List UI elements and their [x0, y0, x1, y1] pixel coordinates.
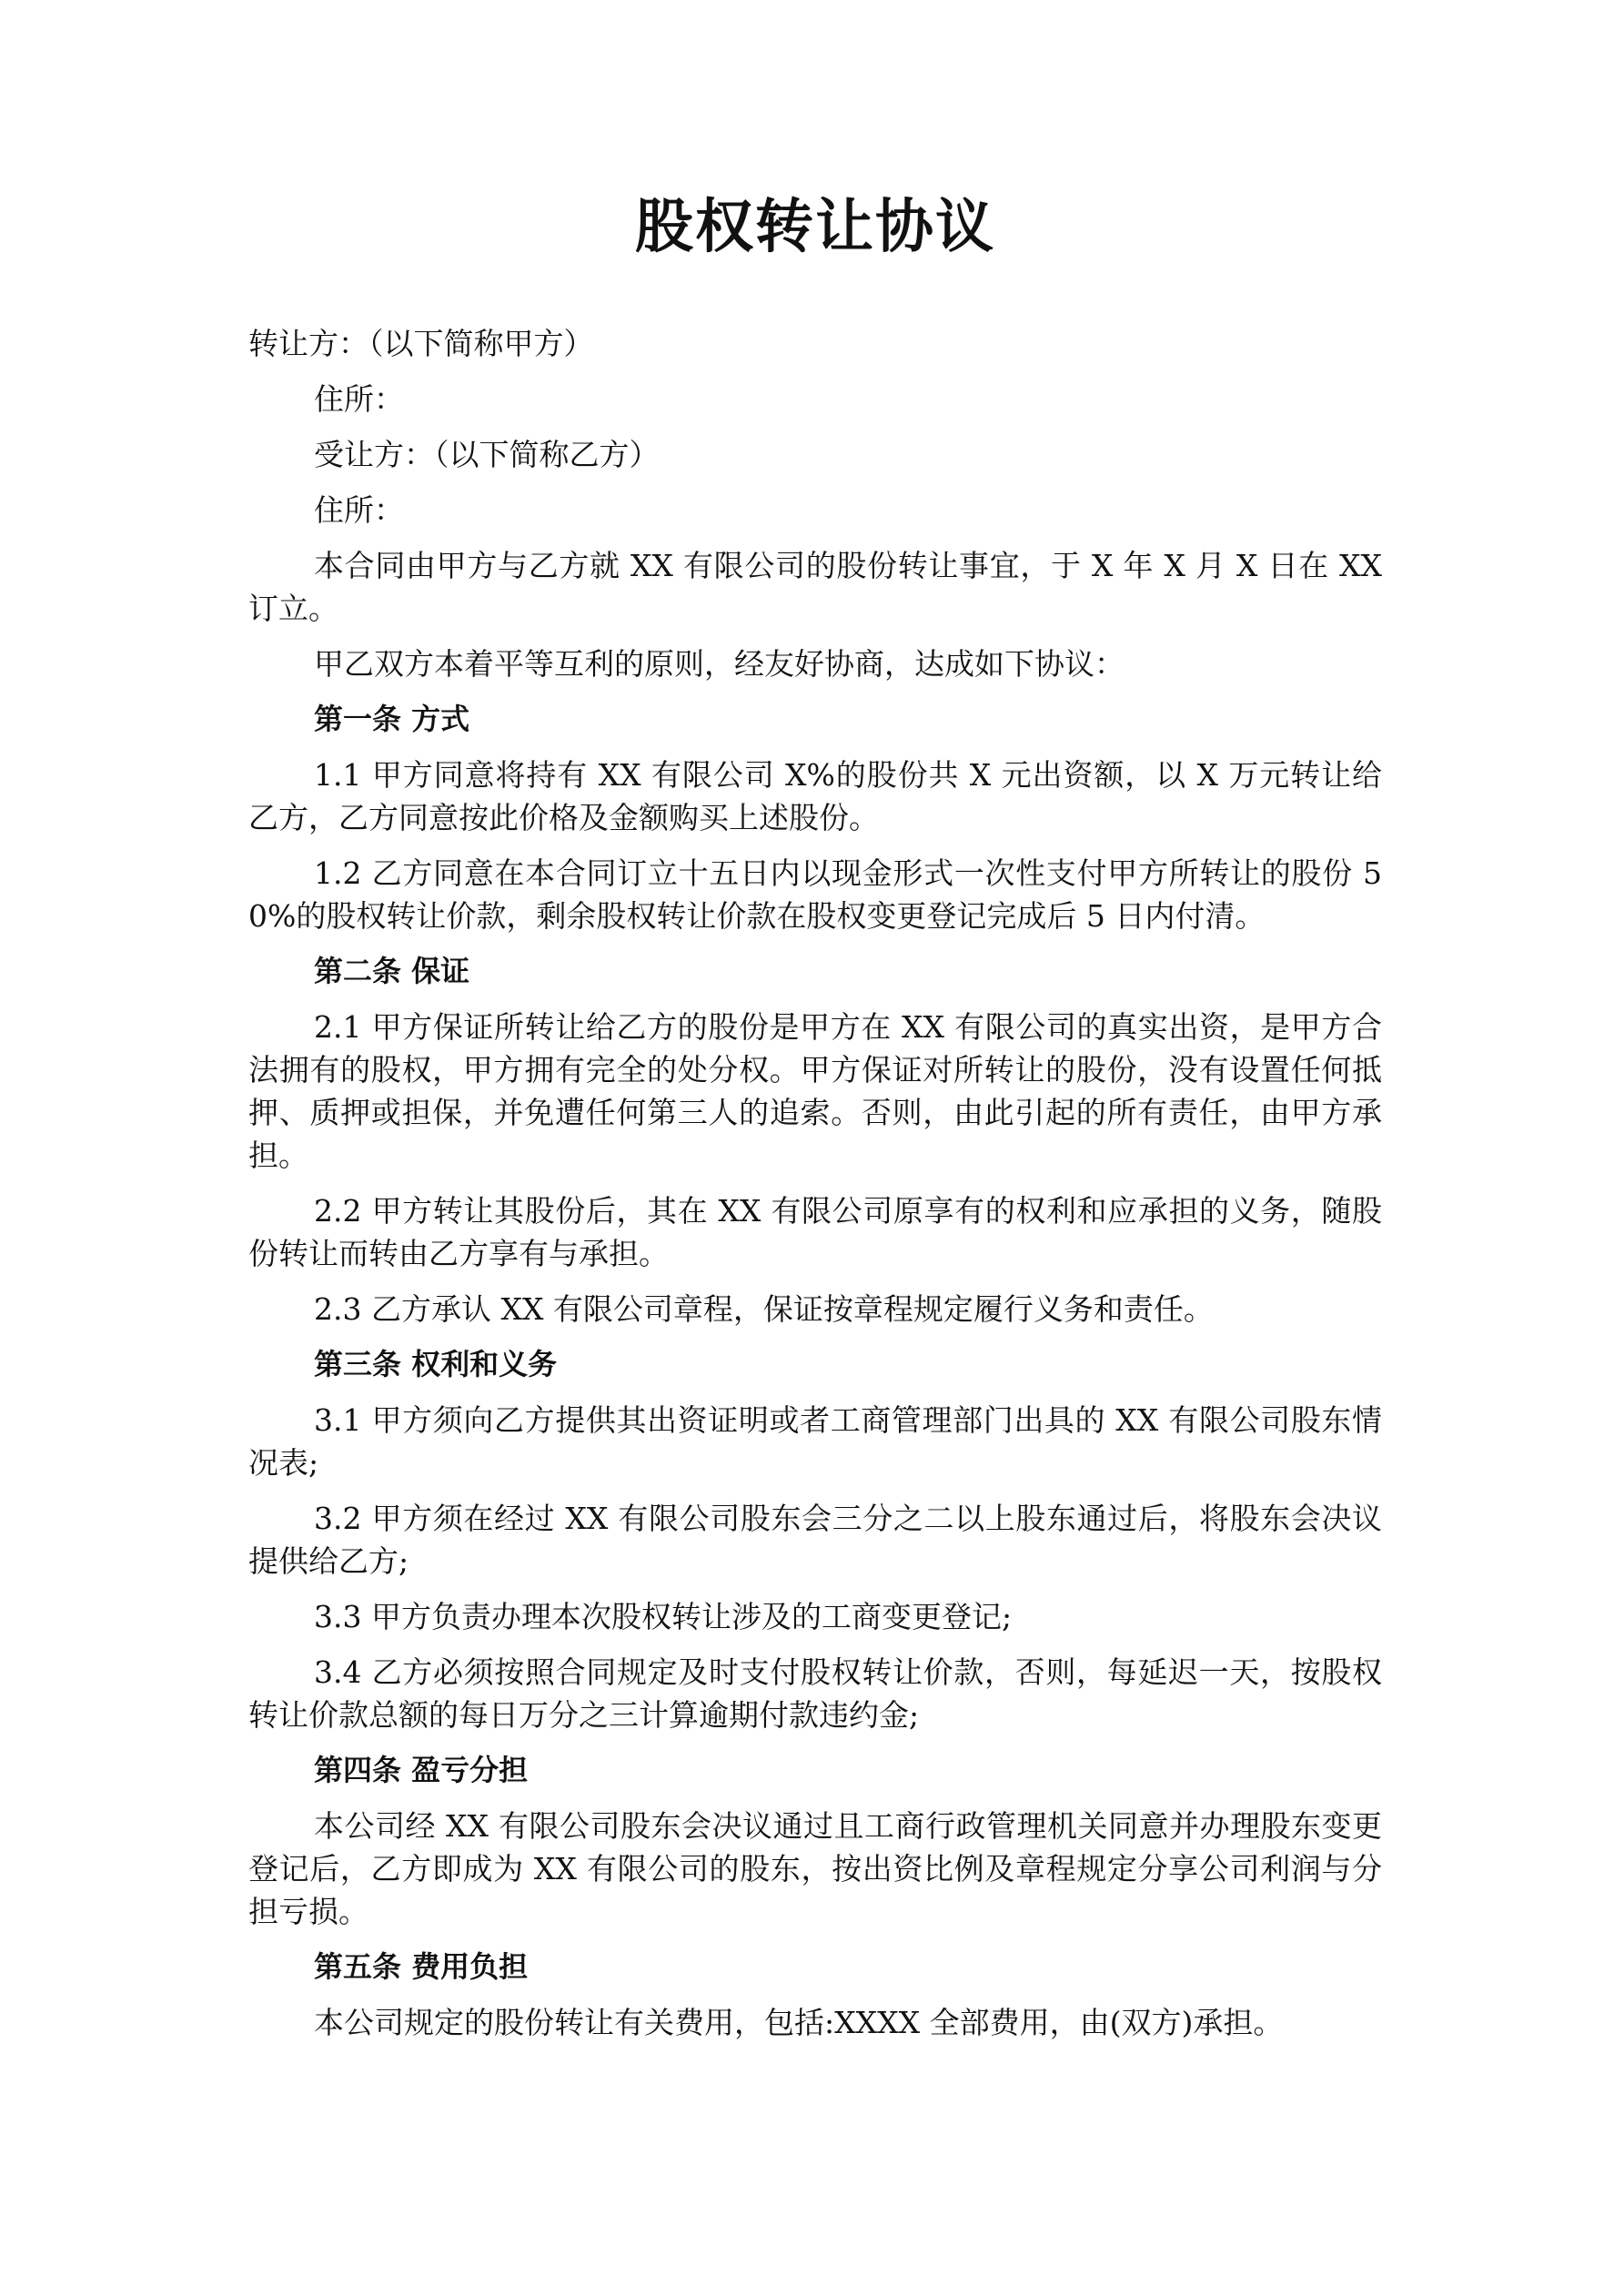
- transferee-line: 受让方：（以下简称乙方）: [314, 437, 660, 472]
- intro-paragraph: 甲乙双方本着平等互利的原则，经友好协商，达成如下协议：: [314, 646, 1125, 682]
- clause-paragraph: 3.2 甲方须在经过 XX 有限公司股东会三分之二以上股东通过后，将股东会决议提供给乙方;: [248, 1501, 1382, 1579]
- document-title: 股权转让协议: [635, 194, 995, 261]
- article-heading: 第五条 费用负担: [314, 1949, 529, 1984]
- clause-paragraph: 2.3 乙方承认 XX 有限公司章程，保证按章程规定履行义务和责任。: [314, 1291, 1214, 1327]
- transferor-address: 住所：: [314, 381, 404, 417]
- intro-paragraph: 本合同由甲方与乙方就 XX 有限公司的股份转让事宜，于 X 年 X 月 X 日在 XX 订立。: [248, 548, 1382, 626]
- article-heading: 第一条 方式: [314, 702, 470, 736]
- transferor-line: 转让方：（以下简称甲方）: [248, 326, 594, 361]
- article-heading: 第四条 盈亏分担: [314, 1753, 529, 1787]
- clause-paragraph: 本公司规定的股份转让有关费用，包括:XXXX 全部费用，由(双方)承担。: [314, 2005, 1284, 2040]
- clause-paragraph: 本公司经 XX 有限公司股东会决议通过且工商行政管理机关同意并办理股东变更登记后，乙方即成为 XX 有限公司的股东，按出资比例及章程规定分享公司利润与分担亏损。: [248, 1808, 1382, 1929]
- clause-paragraph: 3.3 甲方负责办理本次股权转让涉及的工商变更登记;: [314, 1599, 1013, 1634]
- article-heading: 第二条 保证: [314, 954, 470, 988]
- clause-paragraph: 2.2 甲方转让其股份后，其在 XX 有限公司原享有的权利和应承担的义务，随股份转让而转由乙方享有与承担。: [248, 1193, 1382, 1271]
- clause-paragraph: 3.1 甲方须向乙方提供其出资证明或者工商管理部门出具的 XX 有限公司股东情况表;: [248, 1402, 1382, 1481]
- clause-paragraph: 3.4 乙方必须按照合同规定及时支付股权转让价款，否则，每延迟一天，按股权转让价款总额的每日万分之三计算逾期付款违约金;: [248, 1654, 1382, 1733]
- transferee-address: 住所：: [314, 492, 404, 528]
- article-heading: 第三条 权利和义务: [314, 1347, 558, 1381]
- document-page: [248, 182, 1382, 2057]
- clause-paragraph: 1.1 甲方同意将持有 XX 有限公司 X%的股份共 X 元出资额，以 X 万元转让给乙方，乙方同意按此价格及金额购买上述股份。: [248, 757, 1382, 835]
- clause-paragraph: 2.1 甲方保证所转让给乙方的股份是甲方在 XX 有限公司的真实出资，是甲方合法拥有的股权，甲方拥有完全的处分权。甲方保证对所转让的股份，没有设置任何抵押、质押或担保，并免遭任何第三人的追索。否则，由此引起的所有责任，由甲方承担。: [248, 1009, 1382, 1173]
- clause-paragraph: 1.2 乙方同意在本合同订立十五日内以现金形式一次性支付甲方所转让的股份 50%的股权转让价款，剩余股权转让价款在股权变更登记完成后 5 日内付清。: [248, 855, 1382, 934]
